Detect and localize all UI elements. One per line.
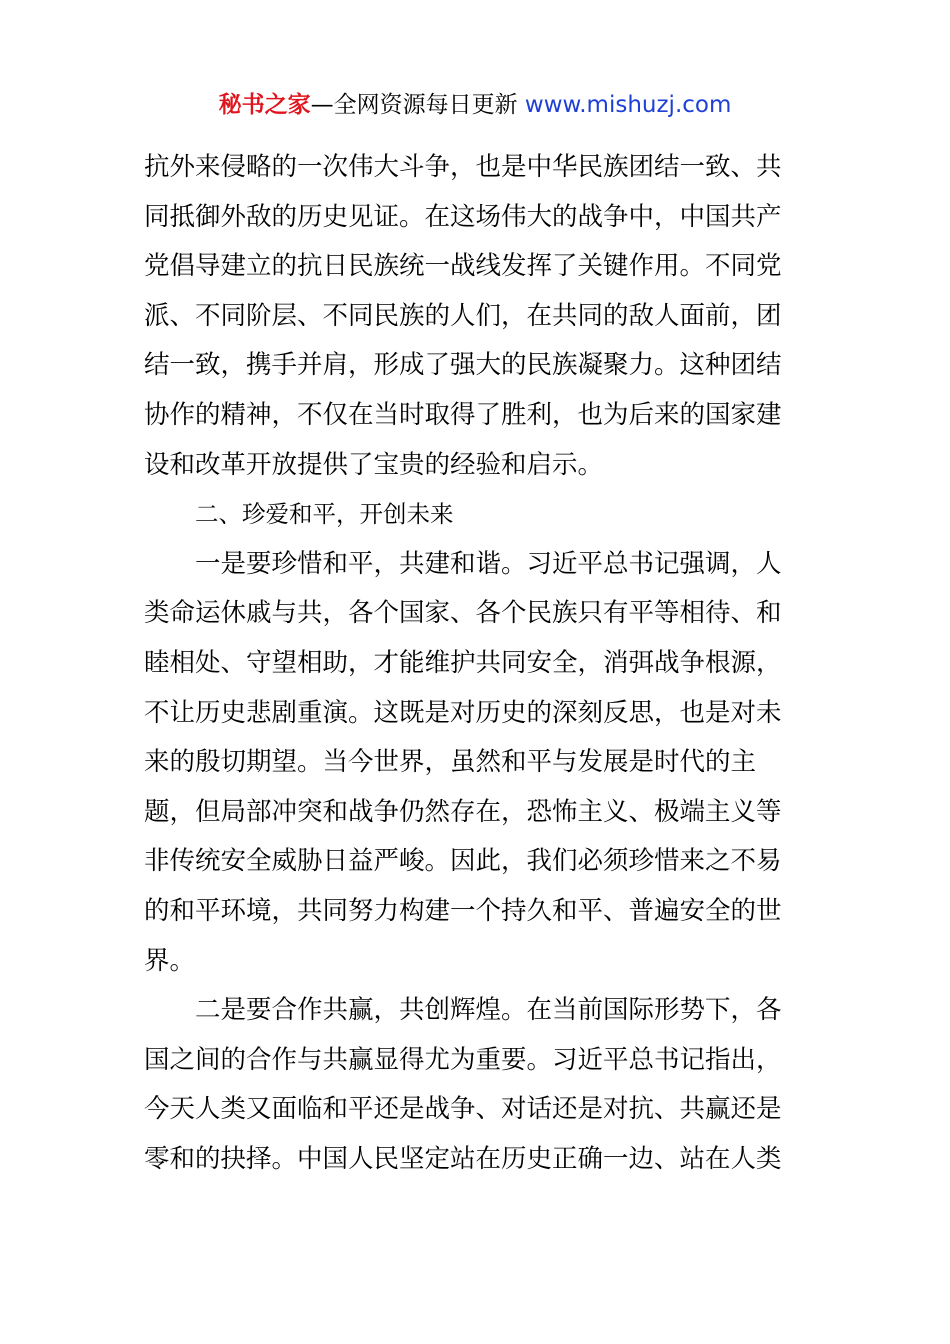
body-line: 不让历史悲剧重演。这既是对历史的深刻反思，也是对未	[144, 697, 782, 728]
body-line: 协作的精神，不仅在当时取得了胜利，也为后来的国家建	[144, 399, 782, 430]
body-line: 零和的抉择。中国人民坚定站在历史正确一边、站在人类	[144, 1143, 782, 1174]
body-line: 结一致，携手并肩，形成了强大的民族凝聚力。这种团结	[144, 350, 782, 381]
body-line: 派、不同阶层、不同民族的人们，在共同的敌人面前，团	[144, 300, 782, 331]
body-line: 党倡导建立的抗日民族统一战线发挥了关键作用。不同党	[144, 251, 782, 282]
body-line: 界。	[144, 945, 196, 976]
body-line: 非传统安全威胁日益严峻。因此，我们必须珍惜来之不易	[144, 846, 782, 877]
body-line: 国之间的合作与共赢显得尤为重要。习近平总书记指出，	[144, 1044, 782, 1075]
body-line: 类命运休戚与共，各个国家、各个民族只有平等相待、和	[144, 598, 782, 629]
body-line: 来的殷切期望。当今世界，虽然和平与发展是时代的主	[144, 747, 757, 778]
page-header	[0, 88, 950, 122]
brand-name: 秘书之家	[218, 92, 311, 118]
body-line: 二是要合作共赢，共创辉煌。在当前国际形势下，各	[195, 995, 782, 1026]
body-line: 题，但局部冲突和战争仍然存在，恐怖主义、极端主义等	[144, 796, 782, 827]
section-heading: 二、珍爱和平，开创未来	[195, 500, 454, 529]
body-line: 设和改革开放提供了宝贵的经验和启示。	[144, 449, 604, 480]
body-line: 的和平环境，共同努力构建一个持久和平、普遍安全的世	[144, 895, 782, 926]
body-line: 抗外来侵略的一次伟大斗争，也是中华民族团结一致、共	[144, 152, 782, 182]
body-line: 今天人类又面临和平还是战争、对话还是对抗、共赢还是	[144, 1094, 782, 1125]
site-url: www.mishuzj.com	[524, 92, 732, 118]
body-line: 同抵御外敌的历史见证。在这场伟大的战争中，中国共产	[144, 201, 782, 232]
body-line: 睦相处、守望相助，才能维护共同安全，消弭战争根源，	[144, 647, 782, 678]
body-line: 一是要珍惜和平，共建和谐。习近平总书记强调，人	[195, 548, 782, 579]
document-body	[144, 143, 809, 1184]
header-slogan: —全网资源每日更新	[310, 92, 525, 118]
